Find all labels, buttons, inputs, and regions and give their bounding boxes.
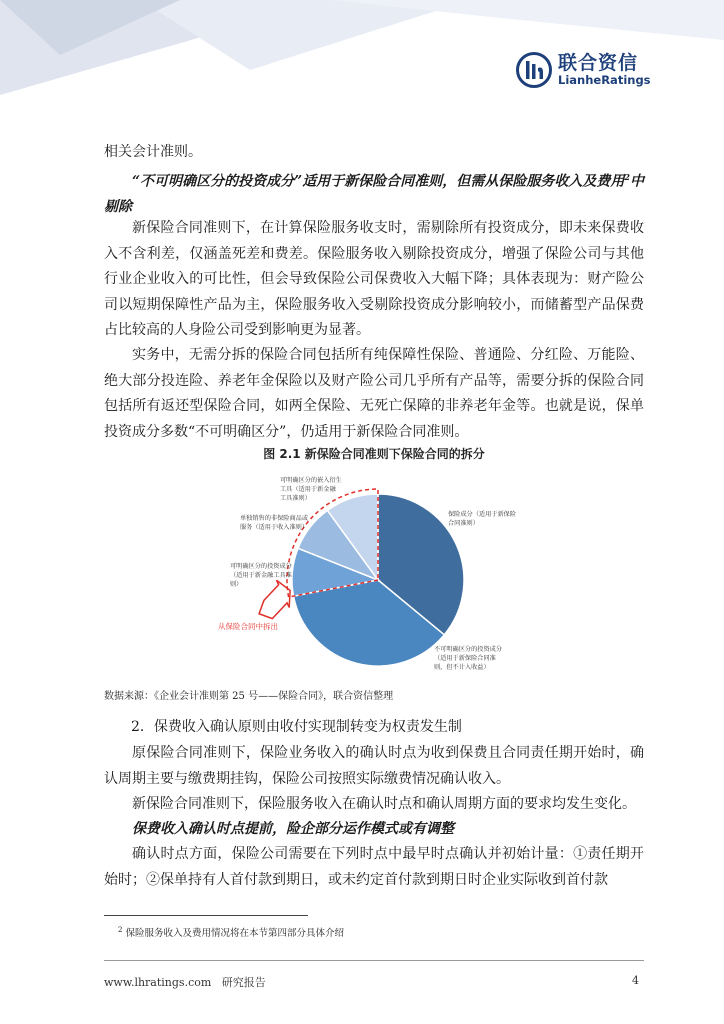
slice-label-3-line-1: 服务（适用于收入准则） bbox=[240, 524, 309, 531]
heading-investment-text-end: 中剔除 bbox=[104, 173, 645, 216]
slice-label-1-line-1: （适用于新保险合同准 bbox=[434, 655, 496, 662]
footnote-text: 保险服务收入及费用情况将在本节第四部分具体介绍 bbox=[125, 928, 345, 939]
footnote-ref: 2 bbox=[624, 172, 630, 182]
slice-label-2-line-2: 则） bbox=[230, 581, 243, 588]
paragraph-6: 确认时点方面，保险公司需要在下列时点中最早时点确认并初始计量：①责任期开始时；②保单持有人首付款到期日，或未约定首付款到期日时企业实际收到首付款 bbox=[104, 846, 644, 888]
paragraph-4: 原保险合同准则下，保险业务收入的确认时点为收到保费且合同责任期开始时，确认周期主要与缴费期挂钩，保险公司按照实际缴费情况确认收入。 bbox=[104, 745, 644, 787]
slice-label-2-line-1: （适用于新金融工具准 bbox=[230, 572, 292, 579]
paragraph-2: 新保险合同准则下，在计算保险服务收支时，需剔除所有投资成分，即未来保费收入不含利差，仅涵盖死差和费差。保险服务收入剔除投资成分，增强了保险公司与其他行业企业收入的可比性，但会导致保险公司保费收入大幅下降；具体表现为：财产险公司以短期保障性产品为主，保险服务收入受剔除投资成分影响较小，而储蓄型产品保费占比较高的人身险公司受到影响更为显著。 bbox=[104, 220, 644, 338]
slice-label-4-line-0: 可明确区分的嵌入衍生 bbox=[280, 477, 342, 484]
footer-left bbox=[104, 974, 266, 990]
logo-cn-text: 联合资信 bbox=[558, 52, 639, 74]
slice-label-0-line-1: 合同准则） bbox=[448, 520, 479, 527]
slice-label-0-line-0: 保险成分（适用于新保险 bbox=[448, 511, 517, 518]
footer-divider bbox=[104, 960, 644, 961]
brand-logo bbox=[516, 52, 651, 88]
section-heading-2: 2．保费收入确认原则由收付实现制转变为权责发生制 bbox=[131, 719, 462, 735]
heading-investment-component bbox=[104, 165, 644, 221]
slice-label-4-line-2: 工具准则） bbox=[280, 495, 311, 502]
logo-en-text: LianheRatings bbox=[558, 73, 651, 87]
slice-label-1-line-0: 不可明确区分的投资成分 bbox=[434, 646, 503, 653]
footer-label: 研究报告 bbox=[221, 976, 266, 989]
page-number: 4 bbox=[632, 974, 639, 987]
split-arrow-icon bbox=[249, 577, 297, 623]
footnote-divider bbox=[104, 915, 308, 916]
data-source: 数据来源：《企业会计准则第 25 号——保险合同》，联合资信整理 bbox=[104, 691, 394, 702]
slice-label-1-line-2: 则，但不计入收益） bbox=[434, 664, 490, 671]
lianhe-logo-icon bbox=[516, 52, 552, 88]
footnote bbox=[118, 925, 344, 939]
footnote-number: 2 bbox=[118, 925, 123, 934]
paragraph-5: 新保险合同准则下，保险服务收入在确认时点和确认周期方面的要求均发生变化。 bbox=[132, 796, 636, 812]
heading-recognition-timing: 保费收入确认时点提前，险企部分运作模式或有调整 bbox=[132, 821, 454, 837]
slice-label-2-line-0: 可明确区分的投资成分 bbox=[230, 563, 292, 570]
paragraph-1: 相关会计准则。 bbox=[104, 144, 202, 160]
figure-title: 图 2.1 新保险合同准则下保险合同的拆分 bbox=[263, 447, 485, 461]
footer-url[interactable]: www.lhratings.com bbox=[104, 976, 212, 989]
pie-chart bbox=[200, 468, 540, 678]
slice-label-4-line-1: 工具（适用于新金融 bbox=[280, 486, 336, 493]
split-annotation: 从保险合同中拆出 bbox=[218, 622, 278, 631]
slice-label-3-line-0: 单独销售的非保险商品或 bbox=[240, 515, 309, 522]
heading-investment-text: “不可明确区分的投资成分”适用于新保险合同准则，但需从保险服务收入及费用 bbox=[132, 173, 625, 190]
paragraph-3: 实务中，无需分拆的保险合同包括所有纯保障性保险、普通险、分红险、万能险、绝大部分投连险、养老年金保险以及财产险公司几乎所有产品等，需要分拆的保险合同包括所有返还型保险合同，如两全保险、无死亡保障的非养老年金等。也就是说，保单投资成分多数“不可明确区分”，仍适用于新保险合同准则。 bbox=[104, 347, 644, 440]
